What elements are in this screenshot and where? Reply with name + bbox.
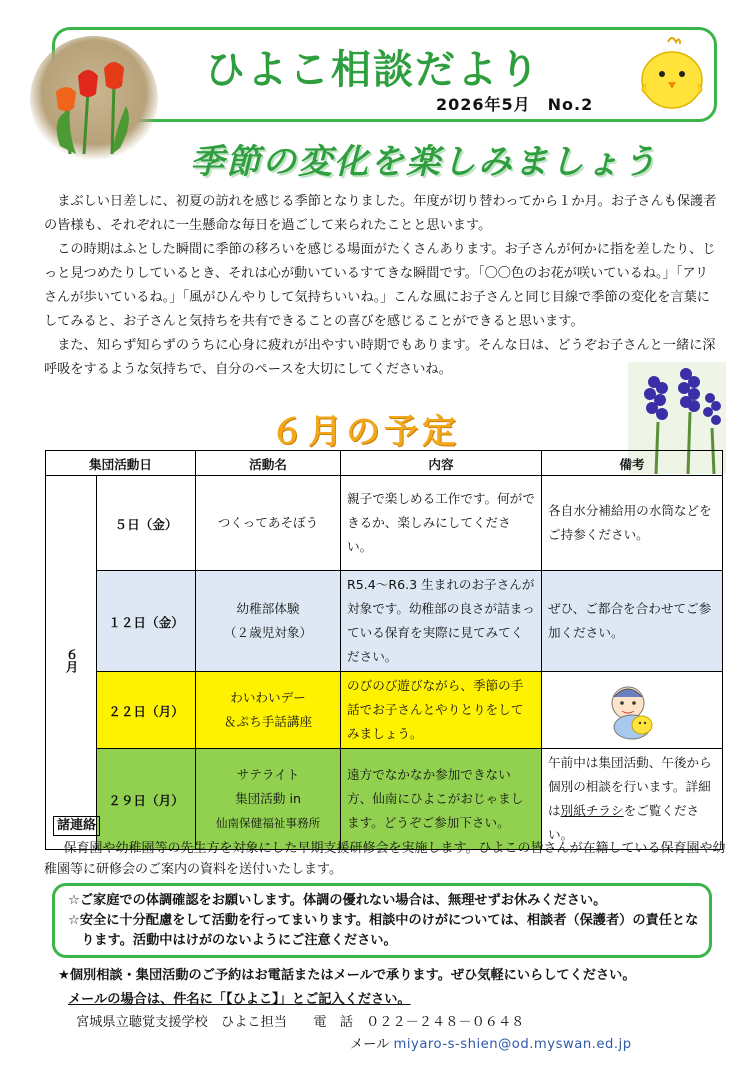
chick-icon [632,34,712,114]
schedule-table [45,450,723,850]
mail-label: メール [350,1037,390,1052]
content-cell: 親子で楽しめる工作です。何ができるか、楽しみにしてください。 [341,476,542,571]
column-header: 活動名 [196,451,341,476]
table-row [46,672,723,749]
intro-text [44,190,720,382]
content-cell: 遠方でなかなか参加できない方、仙南にひよこがおじゃまします。どうぞご参加下さい。 [341,749,542,850]
tulip-icon [30,36,158,162]
activity-name: つくってあそぼう [217,515,319,530]
notice-list [68,891,708,951]
note-cell: ぜひ、ご都合を合わせてご参加ください。 [542,571,723,672]
mail-line [350,1033,750,1052]
tulip-photo [30,36,158,162]
note-cell: 各自水分補給用の水筒などをご持参ください。 [542,476,723,571]
note-text: をご覧ください。 [548,803,700,842]
mail-subject-note: メールの場合は、件名に「【ひよこ】」とご記入ください。 [68,992,411,1007]
headline: 季節の変化を楽しみましょう [190,142,658,182]
date-cell: ２２日（月） [97,672,196,749]
activity-cell [196,571,341,672]
notice-item: ☆安全に十分配慮をして活動を行ってまいります。相談中のけがについては、相談者（保護者）の責任となります。活動中はけがのないようにご注意ください。 [68,913,699,948]
table-row [46,476,723,571]
table-row [46,571,723,672]
mail-address[interactable]: miyaro-s-shien@od.myswan.ed.jp [393,1037,632,1052]
content-cell: R5.4～R6.3 生まれのお子さんが対象です。幼稚部の良さが詰まっている保育を実際に見てみてください。 [341,571,542,672]
activity-name: わいわいデー [230,690,306,705]
column-header: 内容 [341,451,542,476]
column-header: 備考 [542,451,723,476]
notices-paragraph: 保育園や幼稚園等の先生方を対象にした早期支援研修会を実施します。ひよこの皆さんが在籍している保育園や幼稚園等に研修会のご案内の資料を送付いたします。 [44,841,726,877]
note-cell [542,749,723,850]
intro-paragraph: この時期はふとした瞬間に季節の移ろいを感じる場面がたくさんあります。お子さんが何かに指を差したり、じっと見つめたりしているとき、それは心が動いているすてきな瞬間です。「〇〇色のお花が咲いているね。」「アリさんが歩いているね。」「風がひんやりして気持ちいいね。」こんな風にお子さんと同じ目線で季節の変化を言葉にしてみると、お子さんと気持ちを共有できることの喜びを感じることができると思います。 [44,242,716,329]
notice-item: ☆ご家庭での体調確認をお願いします。体調の優れない場合は、無理せずお休みください。 [68,893,607,908]
activity-cell [196,476,341,571]
contact-line: 宮城県立聴覚支援学校 ひよこ担当 電 話 ０２２－２４８－０６４８ [76,1015,525,1030]
column-header: 集団活動日 [46,451,196,476]
date-cell: ５日（金） [97,476,196,571]
content-cell: のびのび遊びながら、季節の手話でお子さんとやりとりをしてみましょう。 [341,672,542,749]
activity-subtitle: 集団活動 in [235,791,301,806]
notices-text [44,838,728,880]
note-cell [542,672,723,749]
date-cell: ２９日（月） [97,749,196,850]
activity-name: 幼稚部体験 [236,601,300,616]
activity-cell [196,749,341,850]
schedule-heading: ６月の予定 [270,412,460,452]
activity-subtitle: （２歳児対象） [223,625,313,640]
activity-cell [196,672,341,749]
note-text: 午前中は集団活動、午後から個別の相談を行います。詳細は [548,755,712,818]
reservation-info: ★個別相談・集団活動のご予約はお電話またはメールで承ります。ぜひ気軽にいらしてください。 [58,968,636,983]
flyer-reference: 別紙チラシ [560,803,624,818]
newsletter-title: ひよこ相談だより [205,47,541,93]
month-label: ６月 [63,648,79,674]
activity-subtitle: ＆ぷち手話講座 [223,714,313,729]
date-cell: １２日（金） [97,571,196,672]
table-row [46,749,723,850]
activity-name: サテライト [236,767,300,782]
notices-label: 諸連絡 [53,816,100,836]
issue-number: 2026年5月 No.2 [436,95,594,114]
month-cell [46,476,97,850]
intro-paragraph: まぶしい日差しに、初夏の訪れを感じる季節となりました。年度が切り替わってから１か月。お子さんも保護者の皆様も、それぞれに一生懸命な毎日を過ごして来られたことと思います。 [44,194,717,233]
intro-paragraph: また、知らず知らずのうちに心身に疲れが出やすい時期でもあります。そんな日は、どうぞお子さんと一緒に深呼吸をするような気持ちで、自分のペースを大切にしてくださいね。 [44,338,716,377]
table-header-row [46,451,723,476]
activity-location: 仙南保健福祉事務所 [215,816,321,830]
baby-illustration-icon [598,679,666,741]
